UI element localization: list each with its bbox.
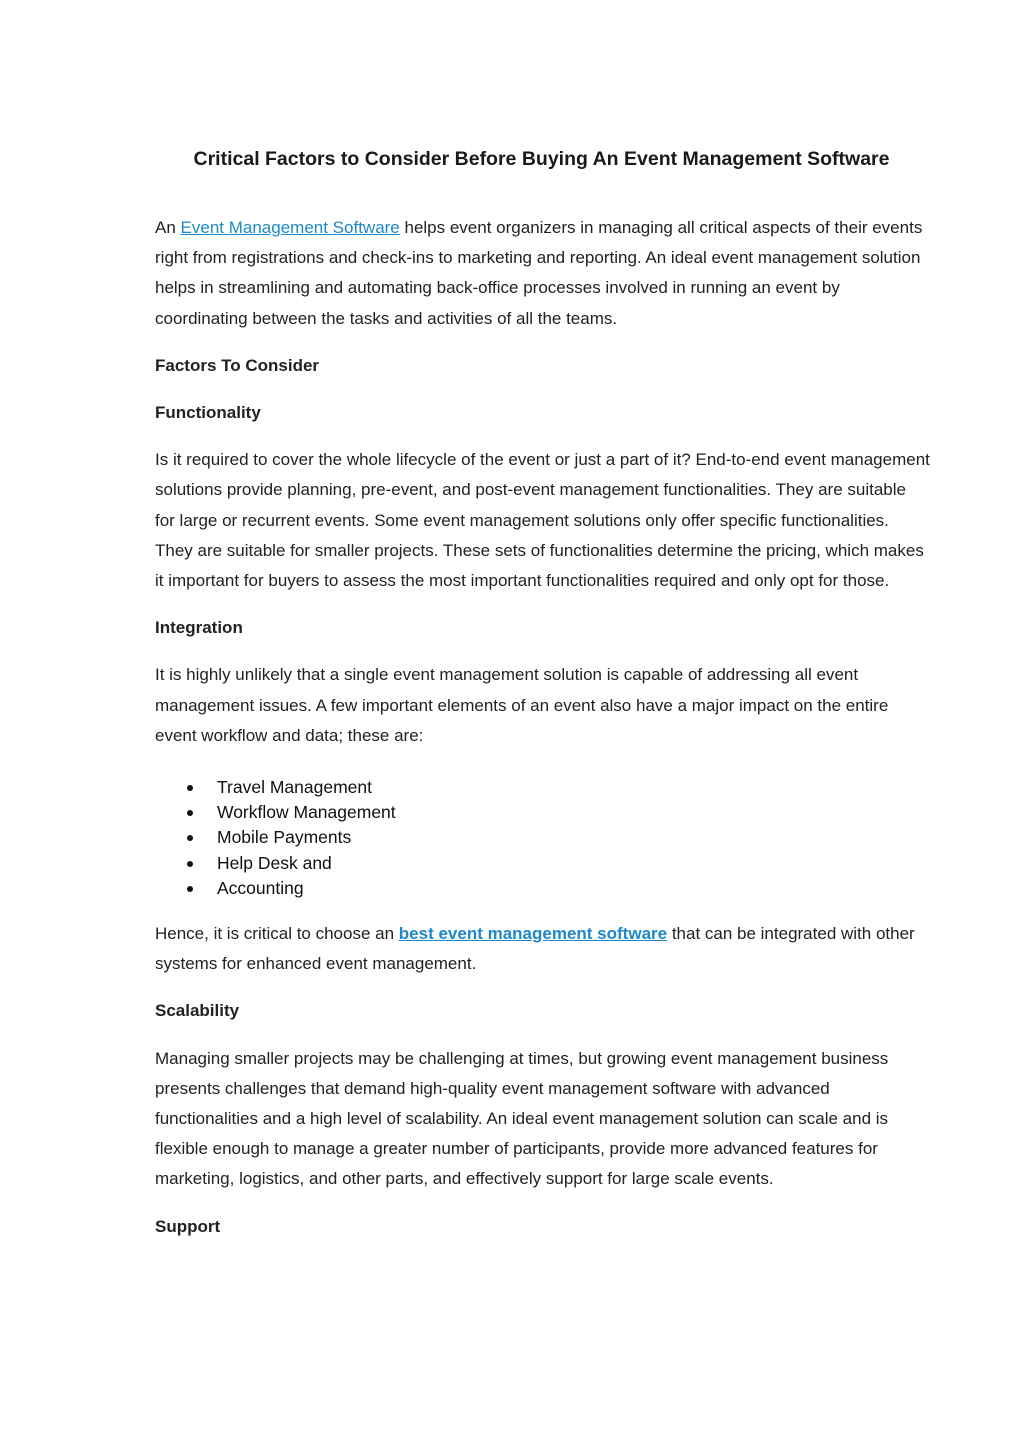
functionality-paragraph: Is it required to cover the whole lifecycle of the event or just a part of it? End-to-end event management solutions provide planning, pre-event, and post-event management functionalities. They are suitable for large or recurrent events. Some event management solutions only offer specific functionalities. They are suitable for smaller projects. These sets of functionalities determine the pricing, which makes it important for buyers to assess the most important functionalities required and only opt for those. (155, 450, 930, 591)
list-item (217, 800, 930, 825)
list-item (217, 825, 930, 850)
list-item (217, 876, 930, 901)
list-item (217, 775, 930, 800)
list-item-label: Mobile Payments (217, 827, 352, 848)
intro-prefix: An (155, 218, 181, 237)
list-item-label: Workflow Management (217, 802, 396, 823)
functionality-heading: Functionality (155, 403, 261, 423)
support-heading: Support (155, 1216, 221, 1236)
bullet-icon (187, 810, 193, 816)
list-item-label: Travel Management (217, 777, 372, 798)
list-item-label: Help Desk and (217, 852, 332, 873)
integration-conclusion-paragraph (155, 919, 930, 979)
integration-paragraph: It is highly unlikely that a single event management solution is capable of addressing all event management issues. A few important elements of an event also have a major impact on the entire event workflow and data; these are: (155, 665, 889, 745)
scalability-paragraph: Managing smaller projects may be challenging at times, but growing event management business presents challenges that demand high-quality event management software with advanced functionalities and a high level of scalability. An ideal event management solution can scale and is flexible enough to manage a greater number of participants, provide more advanced features for marketing, logistics, and other parts, and effectively support for large scale events. (155, 1048, 889, 1189)
list-item (217, 851, 930, 876)
integration-list (155, 775, 930, 901)
bullet-icon (187, 886, 193, 892)
conclusion-prefix: Hence, it is critical to choose an (155, 924, 399, 944)
best-event-management-software-link[interactable]: best event management software (398, 924, 668, 944)
scalability-heading: Scalability (155, 1001, 240, 1021)
bullet-icon (187, 835, 193, 841)
page-title: Critical Factors to Consider Before Buying An Event Management Software (193, 148, 890, 170)
document-body (155, 213, 930, 1259)
bullet-icon (187, 785, 193, 791)
integration-heading: Integration (155, 618, 243, 638)
intro-suffix: helps event organizers in managing all critical aspects of their events right from registrations and check-ins to marketing and reporting. An ideal event management solution helps in streamlining and automating back-office processes involved in running an event by coordinating between the tasks and activities of all the teams. (155, 218, 923, 328)
factors-heading: Factors To Consider (155, 355, 320, 375)
conclusion-suffix: that can be integrated with other systems for enhanced event management. (155, 924, 915, 974)
bullet-icon (187, 861, 193, 867)
event-management-software-link[interactable]: Event Management Software (180, 218, 400, 237)
intro-paragraph (155, 213, 930, 334)
list-item-label: Accounting (217, 877, 304, 898)
